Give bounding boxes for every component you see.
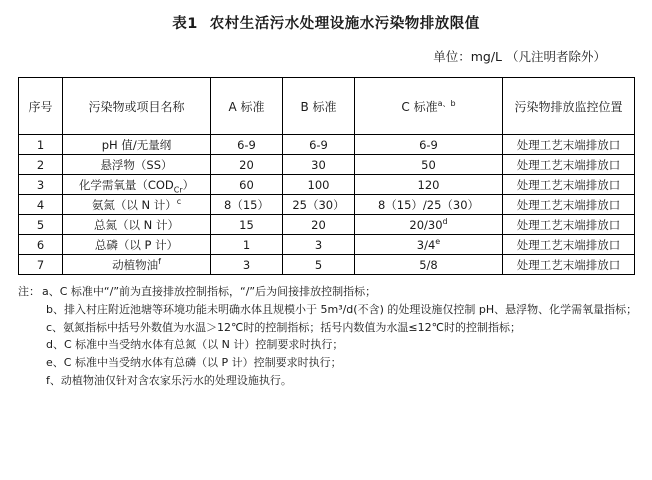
title-text: 农村生活污水处理设施水污染物排放限值 [209,16,480,32]
cell-c-value: 3/4 [416,237,436,252]
footnotes [18,283,638,390]
footnote-item [18,283,634,301]
cell-a: 6-9 [211,135,283,155]
footnote-text: b、排入村庄附近池塘等环境功能未明确水体且规模小于 5m³/d(不含) 的处理设施仅控制 pH、悬浮物、化学需氧量指标； [46,302,638,316]
cell-name [63,255,211,275]
cell-position: 处理工艺末端排放口 [503,155,635,175]
footnote-item [18,372,634,390]
page-title [18,12,634,33]
cell-c-value: 20/30 [409,217,443,232]
cell-position: 处理工艺末端排放口 [503,255,635,275]
header-position: 污染物排放监控位置 [503,78,635,135]
cell-c: 5/8 [355,255,503,275]
footnote-item [18,354,634,372]
table-row [19,155,635,175]
footnote-lead: 注： [18,285,40,298]
cell-a: 15 [211,215,283,235]
cell-a: 20 [211,155,283,175]
cell-no: 1 [19,135,63,155]
cell-b: 100 [283,175,355,195]
cell-c: 8（15）/25（30） [355,195,503,215]
cell-no: 2 [19,155,63,175]
table-header-row [19,78,635,135]
document-page [0,12,652,480]
cell-no: 5 [19,215,63,235]
cell-name: 悬浮物（SS） [63,155,211,175]
cell-b: 20 [283,215,355,235]
footnote-text: c、氨氮指标中括号外数值为水温＞12℃时的控制指标；括号内数值为水温≤12℃时的控制指标； [46,320,521,334]
cell-name-main: 氨氮（以 N 计） [91,197,177,212]
cell-c: 120 [355,175,503,195]
cell-no: 7 [19,255,63,275]
cell-name-main: 动植物油 [112,257,159,272]
cell-c-footnote: d [442,216,448,226]
cell-b: 6-9 [283,135,355,155]
footnote-text: e、C 标准中当受纳水体有总磷（以 P 计）控制要求时执行； [46,356,342,370]
unit-note: 单位：mg/L （凡注明者除外） [433,49,606,64]
cell-position: 处理工艺末端排放口 [503,135,635,155]
header-c [355,78,503,135]
footnote-text: a、C 标准中“/”前为直接排放控制指标，“/”后为间接排放控制指标； [42,285,377,298]
table-row [19,175,635,195]
header-a: A 标准 [211,78,283,135]
cell-name-footnote: f [158,256,161,266]
header-no: 序号 [19,78,63,135]
cell-a: 1 [211,235,283,255]
cell-no: 4 [19,195,63,215]
cell-b: 5 [283,255,355,275]
cell-a: 3 [211,255,283,275]
cell-name: pH 值/无量纲 [63,135,211,155]
cell-b: 25（30） [283,195,355,215]
cell-name: 总磷（以 P 计） [63,235,211,255]
cell-c [355,235,503,255]
footnote-text: d、C 标准中当受纳水体有总氮（以 N 计）控制要求时执行； [46,338,344,352]
cell-a: 8（15） [211,195,283,215]
cell-a: 60 [211,175,283,195]
cell-c: 50 [355,155,503,175]
header-name: 污染物或项目名称 [63,78,211,135]
cell-c [355,215,503,235]
cell-name-main: 化学需氧量（COD [78,177,174,192]
table-row [19,195,635,215]
cell-b: 3 [283,235,355,255]
footnote-item [18,301,638,319]
cell-b: 30 [283,155,355,175]
cell-c-footnote: e [435,236,441,246]
table-row [19,235,635,255]
header-c-footnote: a、b [437,98,456,108]
cell-name-tail: ） [182,177,195,192]
footnote-text: f、动植物油仅针对含农家乐污水的处理设施执行。 [46,374,292,388]
header-c-label: C 标准 [401,99,438,114]
table-row [19,255,635,275]
cell-name: 总氮（以 N 计） [63,215,211,235]
header-b: B 标准 [283,78,355,135]
cell-position: 处理工艺末端排放口 [503,215,635,235]
footnote-item [18,319,634,337]
cell-position: 处理工艺末端排放口 [503,175,635,195]
cell-name-sub: Cr [173,184,183,194]
title-number: 表1 [172,16,198,32]
table-row [19,215,635,235]
cell-name-footnote: c [176,196,182,206]
footnote-item [18,336,634,354]
pollutant-limits-table [18,77,635,275]
cell-position: 处理工艺末端排放口 [503,195,635,215]
cell-position: 处理工艺末端排放口 [503,235,635,255]
cell-no: 3 [19,175,63,195]
cell-c: 6-9 [355,135,503,155]
table-row [19,135,635,155]
cell-name [63,195,211,215]
cell-no: 6 [19,235,63,255]
cell-name [63,175,211,195]
